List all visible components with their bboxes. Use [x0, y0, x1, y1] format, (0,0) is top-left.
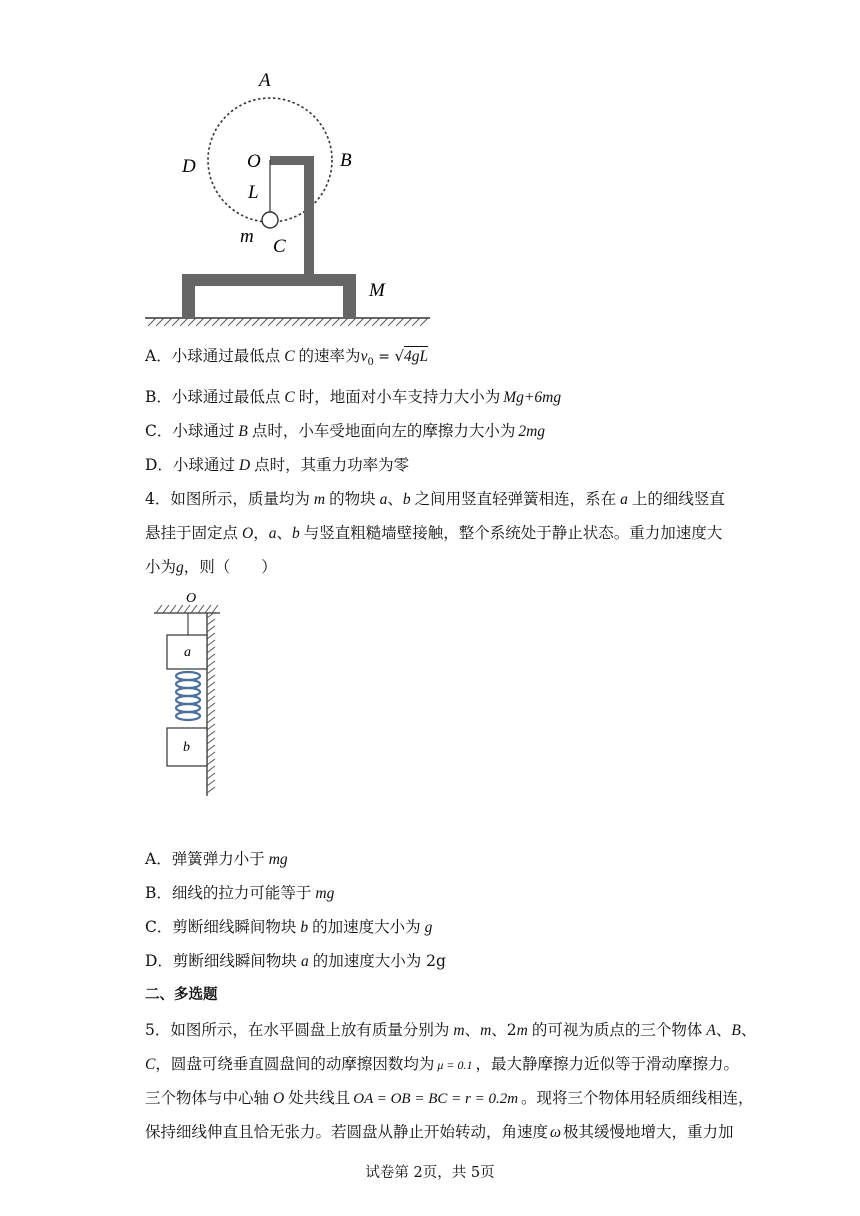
- q4-l1-a: 4．如图所示，质量均为: [145, 490, 310, 508]
- q4-b-var: mg: [315, 885, 335, 902]
- q4-c-var: b: [300, 919, 309, 936]
- q3-c-expr: 2mg: [518, 423, 546, 440]
- label-M: M: [369, 280, 385, 301]
- label-A: A: [259, 70, 271, 91]
- q5-l3-a: 三个物体与中心轴: [145, 1089, 270, 1107]
- q5-l1-m1: m: [453, 1022, 465, 1039]
- q4-option-d: [145, 951, 446, 972]
- label-D: D: [182, 156, 196, 177]
- q3-b-var: C: [284, 389, 295, 406]
- label-C: C: [273, 236, 286, 257]
- q3-a-v0: v: [360, 348, 368, 365]
- q4-l2-d: 与竖直粗糙墙壁接触，整个系统处于静止状态。重力加速度大: [303, 524, 723, 542]
- q3-a-eq: =: [373, 349, 395, 365]
- q4-l1-m: m: [313, 491, 326, 508]
- q4-l2-b: ，: [253, 524, 269, 542]
- q5-l2-mu: μ = 0.1: [437, 1058, 473, 1072]
- q4-l2-a: 悬挂于固定点: [145, 524, 239, 542]
- q4-l1-va: a: [379, 491, 388, 508]
- q3-a-mid: 的速率为: [298, 347, 361, 365]
- q5-l1-B: B: [731, 1022, 741, 1039]
- q3-a-text: A．小球通过最低点: [145, 347, 281, 365]
- q4-l3-g: g: [176, 559, 184, 576]
- q3-option-b: [145, 387, 561, 408]
- q3-c-mid: 点时，小车受地面向左的摩擦力大小为: [251, 422, 516, 440]
- label-b: b: [183, 740, 190, 755]
- q3-d-text: D．小球通过: [145, 456, 235, 474]
- q3-option-a: [145, 346, 428, 373]
- q4-d-text2: 的加速度大小为 2g: [312, 952, 446, 970]
- section-heading: 二、多选题: [145, 987, 218, 1003]
- q3-d-var: D: [238, 457, 251, 474]
- label-L: L: [248, 182, 259, 203]
- q4-option-c: [145, 917, 432, 938]
- q5-line-3: [145, 1088, 754, 1109]
- q4-b-text: B．细线的拉力可能等于: [145, 884, 312, 902]
- q3-a-v0-sub: 0: [367, 357, 374, 369]
- page-footer: 试卷第 2页，共 5页: [365, 1165, 495, 1181]
- label-O: O: [186, 591, 197, 606]
- q3-c-var: B: [238, 423, 248, 440]
- ball: [262, 212, 278, 228]
- q4-a-var: mg: [268, 851, 288, 868]
- q5-l2-b: ，最大静摩擦力近似等于滑动摩擦力。: [475, 1055, 739, 1073]
- q4-l2-vb: b: [292, 525, 300, 542]
- q5-line-1: [145, 1020, 756, 1041]
- q5-l3-c: 。现将三个物体用轻质细线相连，: [521, 1089, 754, 1107]
- q3-option-d: [145, 455, 409, 476]
- q4-option-a: [145, 849, 288, 870]
- q4-line-1: [145, 489, 725, 510]
- q4-option-b: [145, 883, 334, 904]
- label-B: B: [340, 150, 352, 171]
- q4-c-var2: g: [424, 919, 433, 936]
- q5-l3-O: O: [273, 1090, 285, 1107]
- q4-l1-va2: a: [620, 491, 628, 508]
- q5-l1-A: A: [706, 1022, 716, 1039]
- q5-l2-a: ，圆盘可绕垂直圆盘间的动摩擦因数均为: [155, 1055, 435, 1073]
- q4-line-2: [145, 523, 722, 544]
- spring: [176, 672, 200, 720]
- ground-hatch: [148, 318, 428, 326]
- cart-leg-right: [343, 274, 356, 317]
- cart-pendulum-figure: [140, 60, 440, 335]
- q4-c-text: C．剪断细线瞬间物块: [145, 918, 297, 936]
- q5-l1-s4: 、: [740, 1021, 757, 1039]
- q5-l4-a: 保持细线伸直且恰无张力。若圆盘从静止开始转动，角速度: [145, 1123, 549, 1141]
- q4-l3-a: 小为: [145, 558, 177, 576]
- q5-l4-w: ω: [550, 1124, 561, 1141]
- q4-l1-c: 、: [387, 490, 403, 508]
- q5-l1-b: 的可视为质点的三个物体: [531, 1021, 703, 1039]
- q5-l2-C: C: [145, 1056, 156, 1073]
- q4-d-text: D．剪断细线瞬间物块: [145, 952, 297, 970]
- q5-l1-m2: m: [480, 1022, 492, 1039]
- q3-option-c: [145, 421, 545, 442]
- cart-leg-left: [182, 274, 195, 317]
- q4-line-3: [145, 557, 277, 578]
- q4-l2-va: a: [268, 525, 277, 542]
- q4-d-var: a: [300, 953, 309, 970]
- q5-l1-s3: 、: [715, 1021, 732, 1039]
- q4-l2-vo: O: [242, 525, 254, 542]
- q4-a-text: A．弹簧弹力小于: [145, 850, 265, 868]
- wall-hatch: [207, 612, 215, 793]
- q4-l3-b: ，则（ ）: [183, 558, 277, 576]
- q5-line-4: [145, 1122, 733, 1143]
- label-O: O: [247, 151, 261, 172]
- q4-l1-vb: b: [402, 491, 411, 508]
- q5-l4-b: 极其缓慢地增大，重力加: [562, 1123, 734, 1141]
- q3-d-mid: 点时，其重力功率为零: [254, 456, 410, 474]
- q4-l1-d: 之间用竖直轻弹簧相连，系在: [414, 490, 617, 508]
- q3-a-radical: 4gL: [404, 348, 429, 365]
- q3-c-text: C．小球通过: [145, 422, 235, 440]
- spring-blocks-figure: [148, 588, 228, 800]
- ceiling-hatch: [156, 605, 218, 613]
- q3-b-expr: Mg+6mg: [503, 389, 562, 406]
- q4-c-text2: 的加速度大小为: [312, 918, 421, 936]
- q4-l1-e: 上的细线竖直: [631, 490, 725, 508]
- q5-l1-m3: m: [516, 1022, 528, 1039]
- q5-l1-s2: 、2: [491, 1021, 517, 1039]
- q4-l2-c: 、: [276, 524, 292, 542]
- q3-a-sqrt: √: [394, 347, 405, 365]
- q5-l3-eq: OA = OB = BC = r = 0.2m: [353, 1091, 519, 1107]
- cart-body: [182, 274, 356, 286]
- q3-a-var: C: [284, 348, 295, 365]
- q4-l1-b: 的物块: [329, 490, 376, 508]
- q5-l1-a: 5．如图所示，在水平圆盘上放有质量分别为: [145, 1021, 450, 1039]
- q3-b-text: B．小球通过最低点: [145, 388, 281, 406]
- label-a: a: [184, 645, 191, 660]
- q5-line-2: [145, 1054, 739, 1075]
- q5-l3-b: 处共线且: [288, 1089, 351, 1107]
- support-post: [304, 156, 314, 276]
- q3-b-mid: 时，地面对小车支持力大小为: [298, 388, 501, 406]
- q5-l1-s1: 、: [464, 1021, 481, 1039]
- label-m: m: [240, 226, 254, 247]
